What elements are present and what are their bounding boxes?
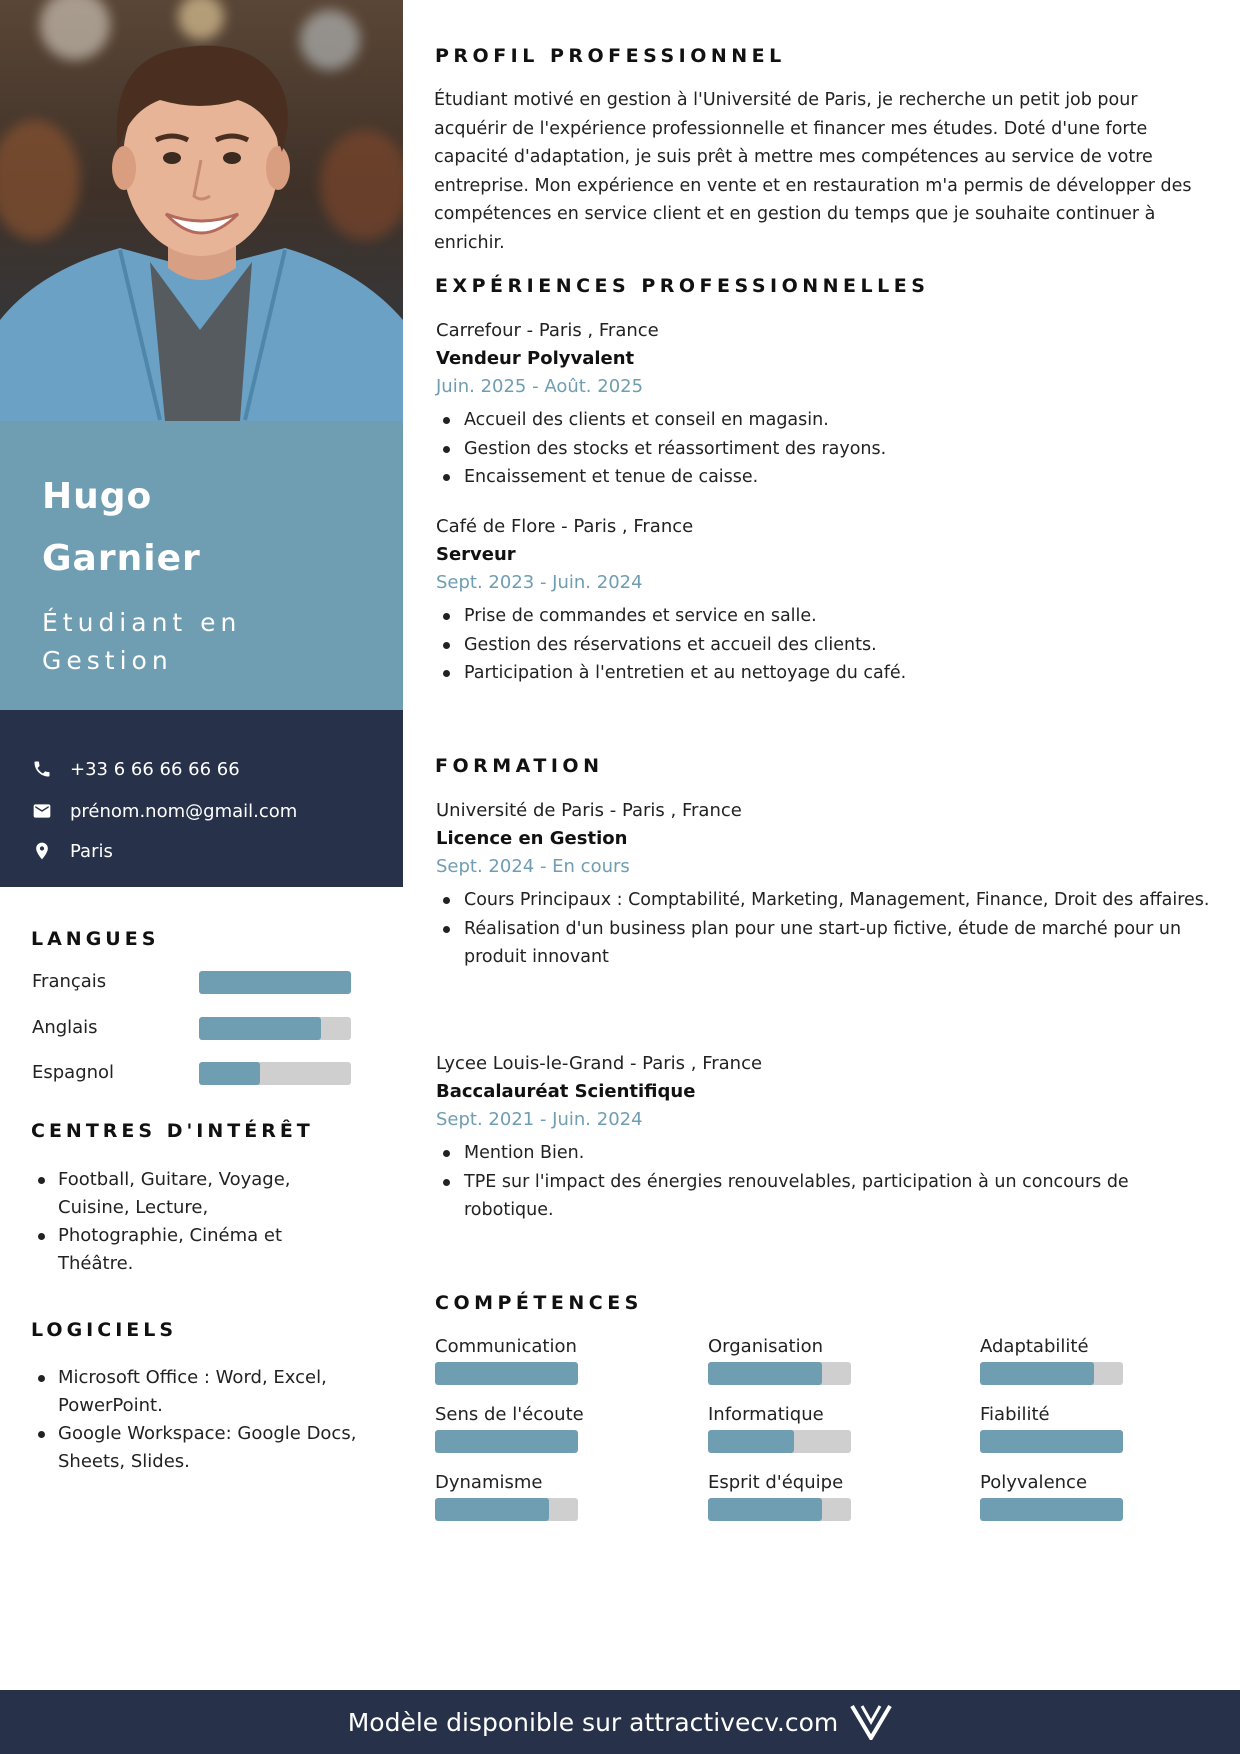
language-level-bar [199,1017,351,1040]
entry-organization: Lycee Louis-le-Grand - Paris , France [436,1053,763,1074]
profile-heading: PROFIL PROFESSIONNEL [435,45,786,67]
list-item: Réalisation d'un business plan pour une start-up fictive, étude de marché pour un produit innovant [436,915,1216,972]
skill-label: Esprit d'équipe [708,1472,844,1493]
skill-level-bar [435,1498,578,1521]
language-item [32,971,352,995]
list-item: Google Workspace: Google Docs, Sheets, Slides. [34,1420,364,1476]
profile-text: Étudiant motivé en gestion à l'Université de Paris, je recherche un petit job pour acquérir de l'expérience professionnelle et financer mes études. Doté d'une forte capacité d'adaptation, je suis prêt à mettre mes compétences au service de votre entreprise. Mon expérience en vente et en restauration m'a permis de développer des compétences en service client et en gestion du temps que je souhaite continuer à enrichir. [434,90,1192,253]
list-item: Participation à l'entretien et au nettoyage du café. [436,659,1216,688]
list-item: TPE sur l'impact des énergies renouvelables, participation à un concours de robotique. [436,1168,1216,1225]
list-item: Microsoft Office : Word, Excel, PowerPoint. [34,1364,364,1420]
entry-role: Serveur [436,544,516,565]
list-item: Gestion des réservations et accueil des clients. [436,631,1216,660]
contact-phone[interactable] [30,756,240,782]
skill-label: Sens de l'écoute [435,1404,584,1425]
mail-icon [30,799,54,823]
skills-heading: COMPÉTENCES [435,1292,643,1314]
phone-text: +33 6 66 66 66 66 [70,758,240,780]
education-entry [436,797,1216,972]
entry-role: Licence en Gestion [436,828,628,849]
skill-level-bar [435,1362,578,1385]
language-label: Français [32,971,107,992]
skill-label: Adaptabilité [980,1336,1089,1357]
contact-email[interactable] [30,798,297,824]
skill-item [708,1403,908,1453]
entry-organization: Carrefour - Paris , France [436,320,659,341]
entry-bullets [436,886,1216,972]
skill-item [980,1403,1180,1453]
language-level-bar [199,971,351,994]
experience-entry [436,317,1216,492]
list-item: Photographie, Cinéma et Théâtre. [34,1222,334,1278]
entry-bullets [436,1139,1216,1225]
software-heading: LOGICIELS [31,1319,178,1341]
list-item: Encaissement et tenue de caisse. [436,463,1216,492]
list-item: Cours Principaux : Comptabilité, Marketing, Management, Finance, Droit des affaires. [436,886,1216,915]
skill-label: Dynamisme [435,1472,543,1493]
education-heading: FORMATION [435,755,604,777]
entry-bullets [436,602,1216,688]
phone-icon [30,757,54,781]
language-item [32,1062,352,1086]
list-item: Mention Bien. [436,1139,1216,1168]
skill-level-bar [980,1498,1123,1521]
interests-heading: CENTRES D'INTÉRÊT [31,1120,314,1142]
skill-label: Polyvalence [980,1472,1088,1493]
list-item: Prise de commandes et service en salle. [436,602,1216,631]
entry-role: Vendeur Polyvalent [436,348,635,369]
skill-label: Communication [435,1336,577,1357]
skill-label: Informatique [708,1404,824,1425]
skill-label: Organisation [708,1336,824,1357]
languages-heading: LANGUES [31,928,160,950]
skill-label: Fiabilité [980,1404,1050,1425]
language-label: Anglais [32,1017,98,1038]
skill-level-bar [980,1430,1123,1453]
footer-banner[interactable] [0,1690,1240,1754]
last-name: Garnier [42,538,201,579]
skill-level-bar [708,1430,851,1453]
skill-item [435,1403,635,1453]
entry-organization: Université de Paris - Paris , France [436,800,742,821]
skill-item [980,1335,1180,1385]
language-label: Espagnol [32,1062,115,1083]
list-item: Accueil des clients et conseil en magasin. [436,406,1216,435]
software-list [34,1364,364,1476]
education-entry [436,1050,1216,1225]
entry-dates: Sept. 2023 - Juin. 2024 [436,572,643,593]
profile-photo [0,0,403,421]
contact-location [30,838,113,864]
skill-item [435,1471,635,1521]
entry-dates: Juin. 2025 - Août. 2025 [436,376,644,397]
email-text: prénom.nom@gmail.com [70,800,298,822]
first-name: Hugo [42,476,153,517]
entry-dates: Sept. 2021 - Juin. 2024 [436,1109,643,1130]
skill-level-bar [980,1362,1123,1385]
entry-bullets [436,406,1216,492]
attractivecv-logo-icon [850,1704,892,1740]
entry-organization: Café de Flore - Paris , France [436,516,694,537]
location-pin-icon [30,839,54,863]
experience-heading: EXPÉRIENCES PROFESSIONNELLES [435,275,930,297]
list-item: Gestion des stocks et réassortiment des rayons. [436,435,1216,464]
experience-entry [436,513,1216,688]
location-text: Paris [70,840,113,862]
language-level-bar [199,1062,351,1085]
job-title: Étudiant en Gestion [42,608,242,675]
language-item [32,1017,352,1041]
entry-role: Baccalauréat Scientifique [436,1081,696,1102]
footer-text[interactable]: Modèle disponible sur attractivecv.com [347,1707,839,1737]
skill-item [435,1335,635,1385]
skill-level-bar [435,1430,578,1453]
skill-item [708,1471,908,1521]
skill-level-bar [708,1498,851,1521]
interests-list [34,1166,334,1278]
skill-item [708,1335,908,1385]
sidebar [0,0,403,1690]
entry-dates: Sept. 2024 - En cours [436,856,630,877]
skill-level-bar [708,1362,851,1385]
list-item: Football, Guitare, Voyage, Cuisine, Lecture, [34,1166,334,1222]
skill-item [980,1471,1180,1521]
